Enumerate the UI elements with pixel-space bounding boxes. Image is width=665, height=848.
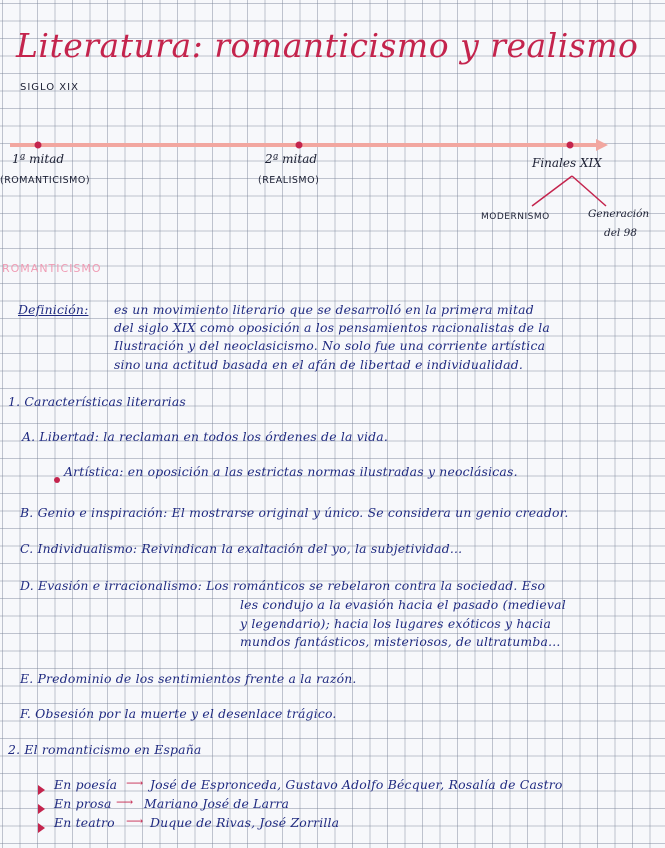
characteristic-d-line-1: D. Evasión e irracionalismo: Los románticos se rebelaron contra la sociedad. Eso [20,578,546,593]
triangle-bullet-icon [38,818,45,837]
timeline-end: Finales XIX [532,156,602,170]
arrow-right-icon: ⟶ [126,776,144,790]
century-label: SIGLO XIX [20,82,79,93]
authors-poesia: José de Espronceda, Gustavo Adolfo Bécquer, Rosalía de Castro [150,777,563,792]
definition-line-4: sino una actitud basada en el afán de libertad e individualidad. [114,357,524,372]
section-2-heading: 2. El romanticismo en España [8,742,202,757]
definition-line-1: es un movimiento literario que se desarrolló en la primera mitad [114,302,534,317]
timeline-second-half-sub: (REALISMO) [258,175,320,186]
characteristic-d-line-2: les condujo a la evasión hacia el pasado (medieval [240,597,566,612]
characteristic-d-line-3: y legendario); hacia los lugares exóticos y hacia [240,616,552,631]
definition-line-2: del siglo XIX como oposición a los pensamientos racionalistas de la [114,320,550,335]
characteristic-e: E. Predominio de los sentimientos frente a la razón. [20,671,357,686]
characteristic-b: B. Genio e inspiración: El mostrarse original y único. Se considera un genio creador. [20,505,569,520]
definition-label: Definición: [18,302,89,317]
characteristic-c: C. Individualismo: Reivindican la exaltación del yo, la subjetividad... [20,541,463,556]
timeline-marker-first [35,142,42,149]
triangle-bullet-icon [38,799,45,818]
characteristic-a-sub: Artística: en oposición a las estrictas normas ilustradas y neoclásicas. [64,464,518,479]
section-1-heading: 1. Características literarias [8,394,186,409]
section-heading-romanticismo: ROMANTICISMO [2,262,102,275]
authors-prosa: Mariano José de Larra [144,796,290,811]
branch-line-left [532,176,572,206]
timeline-first-half: 1ª mitad [12,152,65,166]
timeline-arrowhead [596,139,608,151]
definition-line-3: Ilustración y del neoclasicismo. No solo fue una corriente artística [114,338,546,353]
characteristic-a: A. Libertad: la reclaman en todos los órdenes de la vida. [22,429,388,444]
timeline-marker-end [567,142,574,149]
page-title: Literatura: romanticismo y realismo [16,26,639,65]
genre-prosa: En prosa [54,796,112,811]
genre-teatro: En teatro [54,815,115,830]
arrow-right-icon: ⟶ [126,814,144,828]
branch-line-right [572,176,606,206]
characteristic-f: F. Obsesión por la muerte y el desenlace trágico. [20,706,337,721]
branch-generacion-2: del 98 [604,227,637,239]
bullet-dot-icon [54,468,60,487]
authors-teatro: Duque de Rivas, José Zorrilla [150,815,340,830]
timeline-first-half-sub: (ROMANTICISMO) [0,175,91,186]
genre-poesia: En poesía [54,777,118,792]
characteristic-d-line-4: mundos fantásticos, misteriosos, de ultratumba... [240,634,561,649]
branch-generacion-1: Generación [588,208,650,220]
timeline-second-half: 2ª mitad [265,152,318,166]
branch-modernismo: MODERNISMO [481,212,550,222]
arrow-right-icon: ⟶ [116,795,134,809]
triangle-bullet-icon [38,780,45,799]
timeline-marker-second [296,142,303,149]
